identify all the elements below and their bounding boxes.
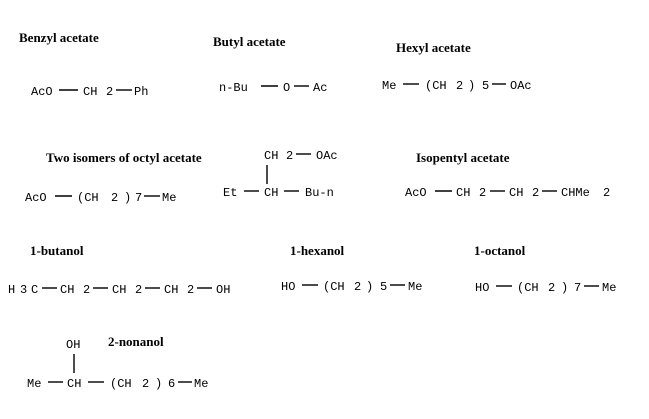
benzyl-acetate-ch: CH [83, 85, 98, 99]
octyl-a-me: Me [162, 191, 177, 205]
octanol-ch: (CH [517, 281, 539, 295]
hexanol [281, 243, 422, 294]
octyl-b-oac: OAc [316, 149, 338, 163]
isopentyl-ch-2: CH [509, 186, 524, 200]
octyl-a-ch: (CH [77, 191, 99, 205]
isopentyl-acetate-label: Isopentyl acetate [416, 150, 510, 165]
hexanol-paren: ) [366, 280, 374, 294]
hexyl-acetate-oac: OAc [510, 79, 532, 93]
nonanol-me-2: Me [194, 377, 209, 391]
butanol-label: 1-butanol [30, 243, 84, 258]
nonanol-oh: OH [66, 338, 81, 352]
octanol-paren: ) [561, 281, 569, 295]
isopentyl-sub-1: 2 [479, 186, 487, 200]
nonanol-ch: CH [67, 377, 82, 391]
butanol-ch-3: CH [164, 283, 179, 297]
butyl-acetate [213, 34, 327, 95]
isopentyl-chme: CHMe [561, 186, 590, 200]
hexyl-acetate-sub: 2 [456, 79, 464, 93]
nonanol-sub: 2 [142, 377, 150, 391]
octanol-count: 7 [574, 281, 582, 295]
butanol-sub-1: 2 [83, 283, 91, 297]
hexanol-ch: (CH [323, 280, 345, 294]
butanol-ch-1: CH [60, 283, 75, 297]
isopentyl-sub-2: 2 [532, 186, 540, 200]
butanol-c: C [31, 283, 39, 297]
octyl-acetate-label: Two isomers of octyl acetate [46, 150, 202, 165]
butyl-acetate-label: Butyl acetate [213, 34, 286, 49]
butanol-sub-h: 3 [20, 283, 28, 297]
hexanol-sub: 2 [354, 280, 362, 294]
butanol-oh: OH [216, 283, 231, 297]
octanol-sub: 2 [548, 281, 556, 295]
isopentyl-sub-3: 2 [603, 186, 611, 200]
nonanol-paren: ) [155, 377, 163, 391]
octyl-a-paren: ) [124, 191, 132, 205]
hexyl-acetate-count: 5 [482, 79, 490, 93]
octyl-b-et: Et [223, 186, 238, 200]
benzyl-acetate-sub: 2 [106, 85, 114, 99]
nonanol-me-1: Me [27, 377, 42, 391]
butyl-acetate-ac: Ac [313, 81, 328, 95]
octyl-a-sub: 2 [111, 191, 119, 205]
octyl-b-bun: Bu-n [305, 186, 334, 200]
hexyl-acetate-me: Me [382, 79, 397, 93]
octyl-b-ch-center: CH [264, 186, 279, 200]
isopentyl-ch-1: CH [456, 186, 471, 200]
nonanol [27, 334, 208, 391]
isopentyl-aco: AcO [405, 186, 427, 200]
octanol-label: 1-octanol [474, 243, 526, 258]
octyl-a-count: 7 [135, 191, 143, 205]
nonanol-count: 6 [168, 377, 176, 391]
nonanol-label: 2-nonanol [108, 334, 164, 349]
butanol-h: H [8, 283, 16, 297]
hexanol-me: Me [408, 280, 423, 294]
octyl-a-aco: AcO [25, 191, 47, 205]
hexanol-count: 5 [380, 280, 388, 294]
hexanol-label: 1-hexanol [290, 243, 345, 258]
hexyl-acetate [382, 40, 532, 93]
hexyl-acetate-paren: ) [468, 79, 476, 93]
hexyl-acetate-label: Hexyl acetate [396, 40, 471, 55]
butanol-ch-2: CH [112, 283, 127, 297]
benzyl-acetate [19, 30, 148, 99]
isopentyl-acetate [405, 150, 610, 200]
butyl-acetate-o: O [283, 81, 291, 95]
butanol [8, 243, 230, 297]
nonanol-ch2: (CH [110, 377, 132, 391]
butanol-sub-3: 2 [187, 283, 195, 297]
octyl-b-ch: CH [264, 149, 279, 163]
octyl-acetate [25, 149, 338, 205]
benzyl-acetate-aco: AcO [31, 85, 53, 99]
hexanol-ho: HO [281, 280, 296, 294]
butyl-acetate-nbu: n-Bu [219, 81, 248, 95]
butanol-sub-2: 2 [135, 283, 143, 297]
hexyl-acetate-ch: (CH [425, 79, 447, 93]
octanol-me: Me [602, 281, 617, 295]
benzyl-acetate-ph: Ph [134, 85, 149, 99]
octanol-ho: HO [475, 281, 490, 295]
octanol [474, 243, 616, 295]
octyl-b-sub: 2 [286, 149, 294, 163]
benzyl-acetate-label: Benzyl acetate [19, 30, 99, 45]
